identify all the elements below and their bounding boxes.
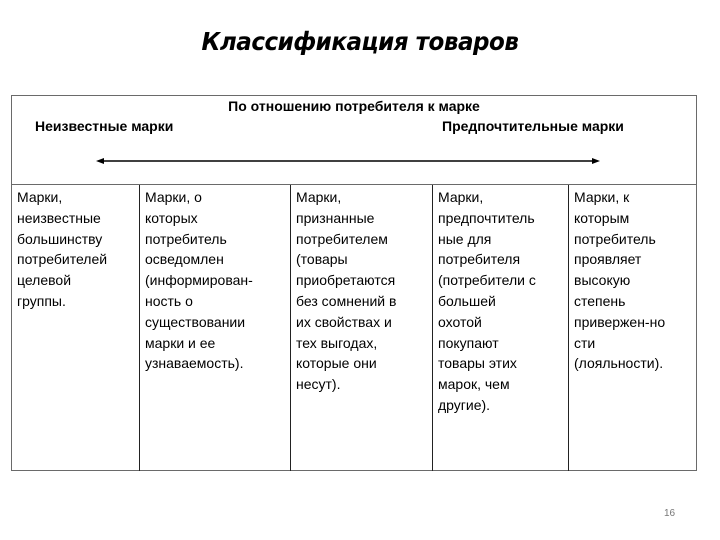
cell-line: Марки,: [296, 189, 342, 205]
cell-line: существовании: [145, 313, 246, 330]
table-cell-1: [12, 185, 140, 471]
table-cell-4: [433, 185, 569, 471]
cell-line: покупают: [438, 334, 499, 351]
cell-line: Марки,: [17, 189, 63, 205]
cell-line: другие).: [438, 396, 491, 413]
slide-title: Классификация товаров: [201, 27, 519, 56]
cell-line: признанные: [296, 209, 375, 226]
header-title: По отношению потребителя к марке: [228, 98, 480, 114]
cell-line: потребителей: [17, 251, 108, 268]
cell-line: которых: [145, 209, 198, 226]
table-row: [12, 185, 696, 471]
cell-line: большинству: [17, 230, 103, 247]
cell-line: без сомнений в: [296, 292, 397, 309]
cell-line: Марки, к: [574, 189, 630, 205]
cell-line: проявляет: [574, 251, 642, 268]
cell-line: (потребители с: [438, 272, 536, 289]
cell-line: осведомлен: [145, 251, 224, 268]
cell-line: марки и ее: [145, 334, 216, 351]
cell-line: ность о: [145, 292, 193, 309]
cell-line: степень: [574, 292, 626, 309]
cell-line: неизвестные: [17, 209, 101, 226]
cell-line: предпочтитель: [438, 209, 535, 226]
cell-line: охотой: [438, 313, 482, 330]
cell-line: марок, чем: [438, 376, 510, 393]
cell-line: потребитель: [145, 230, 227, 247]
cell-line: ные для: [438, 230, 492, 247]
cell-line: которым: [574, 209, 630, 226]
cell-line: сти: [574, 334, 596, 351]
cell-line: которые они: [296, 355, 377, 372]
table-cell-2: [140, 185, 291, 471]
cell-line: (информирован-: [145, 272, 253, 289]
cell-line: большей: [438, 292, 496, 309]
header-left-label: Неизвестные марки: [35, 118, 174, 134]
page-number: 16: [664, 508, 676, 519]
cell-line: (лояльности).: [574, 355, 664, 372]
cell-line: потребитель: [574, 230, 656, 247]
cell-line: тех выгодах,: [296, 334, 378, 351]
cell-line: Марки,: [438, 189, 484, 205]
cell-line: группы.: [17, 292, 66, 309]
header-right-label: Предпочтительные марки: [442, 118, 624, 134]
cell-line: потребителем: [296, 230, 388, 247]
cell-line: товары этих: [438, 355, 517, 372]
cell-line: высокую: [574, 272, 631, 289]
double-headed-arrow-icon: [96, 156, 600, 166]
cell-line: Марки, о: [145, 189, 202, 205]
cell-line: несут).: [296, 376, 341, 393]
table-cell-3: [291, 185, 433, 471]
cell-line: их свойствах и: [296, 313, 392, 330]
cell-line: целевой: [17, 272, 72, 289]
table-cell-5: [569, 185, 696, 471]
table-header: [12, 96, 696, 185]
cell-line: (товары: [296, 251, 348, 268]
cell-line: приобретаются: [296, 272, 396, 289]
cell-line: узнаваемость).: [145, 355, 244, 372]
cell-line: привержен-но: [574, 313, 666, 330]
classification-table: [11, 95, 697, 471]
cell-line: потребителя: [438, 251, 521, 268]
